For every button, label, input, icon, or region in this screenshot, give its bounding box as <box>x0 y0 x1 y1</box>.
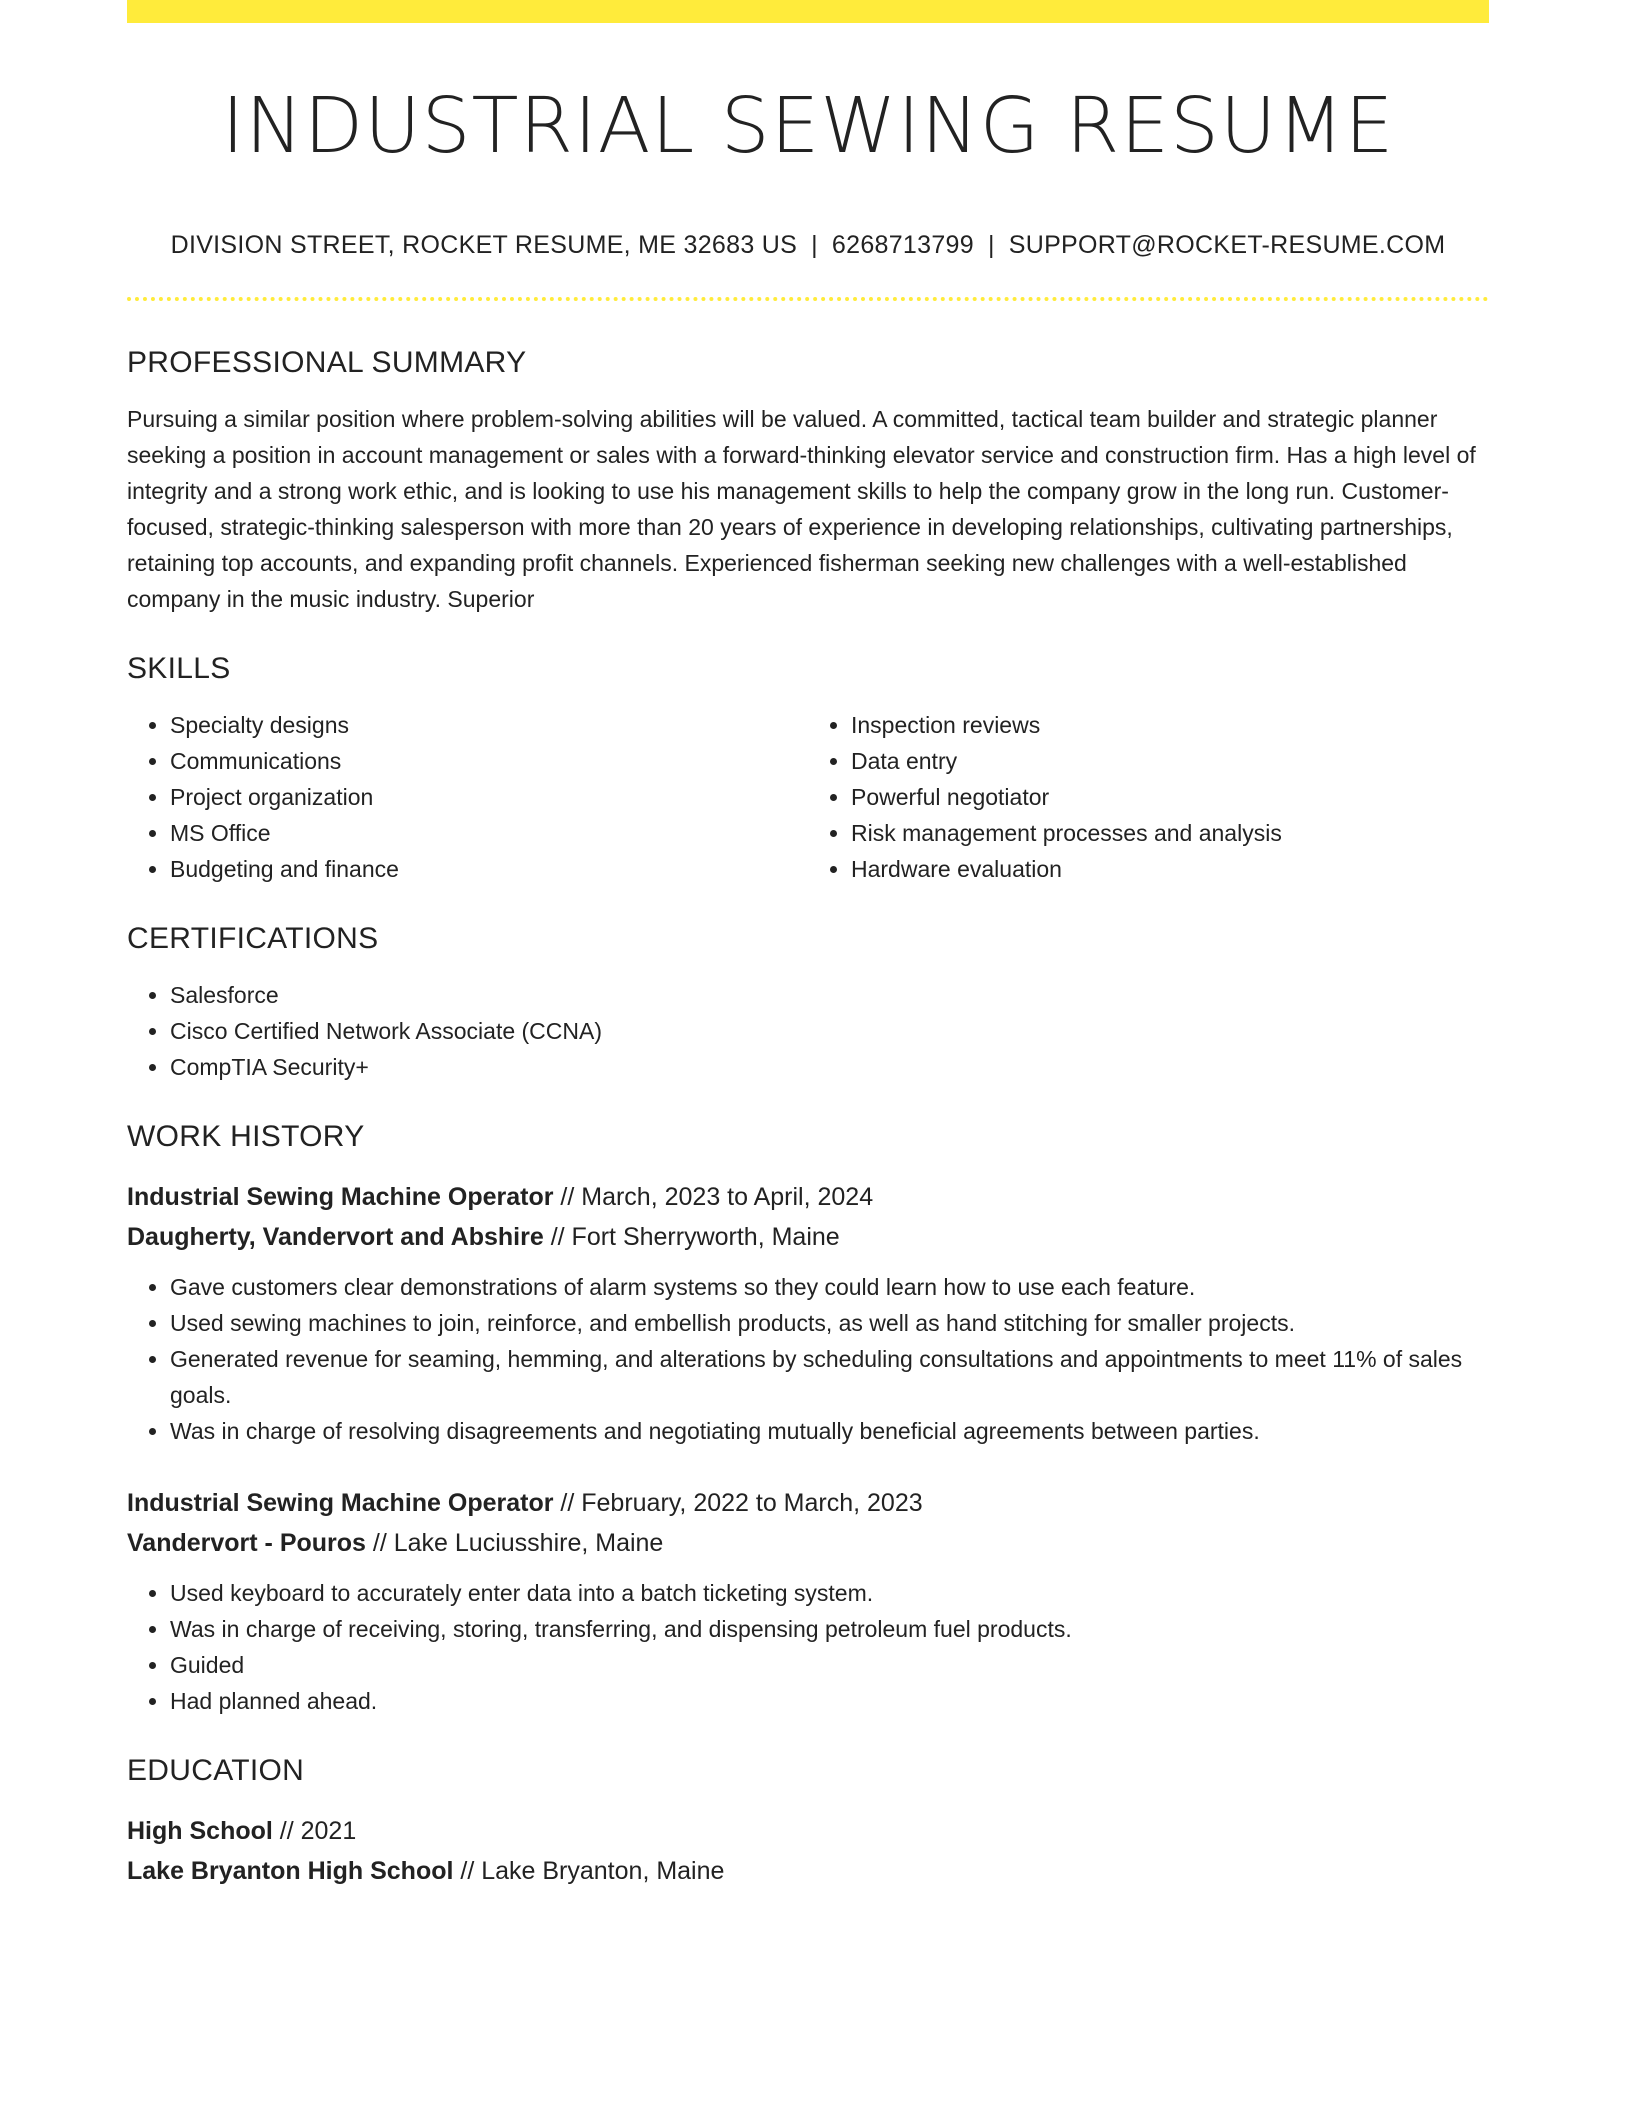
dotted-divider <box>127 297 1489 301</box>
skill-item: • Project organization <box>170 779 808 815</box>
contact-address: DIVISION STREET, ROCKET RESUME, ME 32683 US <box>170 231 798 260</box>
education-year: // 2021 <box>272 1817 357 1846</box>
certification-item: • Salesforce <box>170 977 1489 1013</box>
skill-item: • Data entry <box>851 743 1489 779</box>
education-location: // Lake Bryanton, Maine <box>453 1857 725 1886</box>
skill-item: • Specialty designs <box>170 707 808 743</box>
skill-item: • Hardware evaluation <box>851 851 1489 887</box>
job-header <box>127 1177 1489 1257</box>
job-bullets <box>127 1575 1489 1719</box>
job-bullet: • Used keyboard to accurately enter data into a batch ticketing system. <box>170 1575 1489 1611</box>
education-entry <box>127 1811 1489 1891</box>
job-bullet: • Generated revenue for seaming, hemming, and alterations by scheduling consultations and appointments to meet 11% of sales goals. <box>170 1341 1489 1413</box>
skill-item: • MS Office <box>170 815 808 851</box>
job-bullet: • Guided <box>170 1647 1489 1683</box>
contact-separator: | <box>811 231 818 260</box>
certifications-list <box>127 977 1489 1085</box>
resume-title: INDUSTRIAL SEWING RESUME <box>221 82 1395 171</box>
education-heading: EDUCATION <box>127 1754 305 1788</box>
certification-item: • Cisco Certified Network Associate (CCNA) <box>170 1013 1489 1049</box>
contact-phone: 6268713799 <box>831 231 974 260</box>
work-history-heading: WORK HISTORY <box>127 1120 365 1154</box>
job-header <box>127 1483 1489 1563</box>
summary-heading: PROFESSIONAL SUMMARY <box>127 346 527 380</box>
resume-page <box>127 0 1489 1891</box>
skill-item: • Powerful negotiator <box>851 779 1489 815</box>
skill-item: • Inspection reviews <box>851 707 1489 743</box>
job-dates: // February, 2022 to March, 2023 <box>553 1489 923 1518</box>
contact-email: SUPPORT@ROCKET-RESUME.COM <box>1008 231 1446 260</box>
skill-item: • Communications <box>170 743 808 779</box>
job-role: Industrial Sewing Machine Operator <box>127 1183 554 1212</box>
accent-bar <box>127 0 1489 23</box>
job-bullet: • Was in charge of resolving disagreements and negotiating mutually beneficial agreements between parties. <box>170 1413 1489 1449</box>
job-bullet: • Had planned ahead. <box>170 1683 1489 1719</box>
job-dates: // March, 2023 to April, 2024 <box>553 1183 874 1212</box>
education-degree: High School <box>127 1817 273 1846</box>
job-bullet: • Was in charge of receiving, storing, transferring, and dispensing petroleum fuel products. <box>170 1611 1489 1647</box>
skills-column-left <box>127 707 808 887</box>
job-role: Industrial Sewing Machine Operator <box>127 1489 554 1518</box>
skill-item: • Budgeting and finance <box>170 851 808 887</box>
job-bullets <box>127 1269 1489 1449</box>
contact-separator: | <box>987 231 995 260</box>
job-entry <box>127 1177 1489 1449</box>
job-bullet: • Used sewing machines to join, reinforce, and embellish products, as well as hand stitching for smaller projects. <box>170 1305 1489 1341</box>
job-entry <box>127 1483 1489 1719</box>
certification-item: • CompTIA Security+ <box>170 1049 1489 1085</box>
job-location: // Lake Luciusshire, Maine <box>365 1529 664 1558</box>
job-company: Vandervort - Pouros <box>127 1529 366 1558</box>
summary-text: Pursuing a similar position where problem-solving abilities will be valued. A committed, tactical team builder and strategic planner seeking a position in account management or sales with a forward-thinking elevator service and construction firm. Has a high level of integrity and a strong work ethic, and is looking to use his management skills to help the company grow in the long run. Customer-focused, strategic-thinking salesperson with more than 20 years of experience in developing relationships, cultivating partnerships, retaining top accounts, and expanding profit channels. Experienced fisherman seeking new challenges with a well-established company in the music industry. Superior <box>127 406 1476 613</box>
certifications-heading: CERTIFICATIONS <box>127 922 379 956</box>
contact-line <box>127 231 1489 260</box>
skills-column-right <box>808 707 1489 887</box>
skills-list <box>127 707 1489 887</box>
job-location: // Fort Sherryworth, Maine <box>543 1223 840 1252</box>
education-school: Lake Bryanton High School <box>127 1857 454 1886</box>
job-company: Daugherty, Vandervort and Abshire <box>127 1223 544 1252</box>
skills-heading: SKILLS <box>127 652 231 686</box>
job-bullet: • Gave customers clear demonstrations of alarm systems so they could learn how to use each feature. <box>170 1269 1489 1305</box>
skill-item: • Risk management processes and analysis <box>851 815 1489 851</box>
